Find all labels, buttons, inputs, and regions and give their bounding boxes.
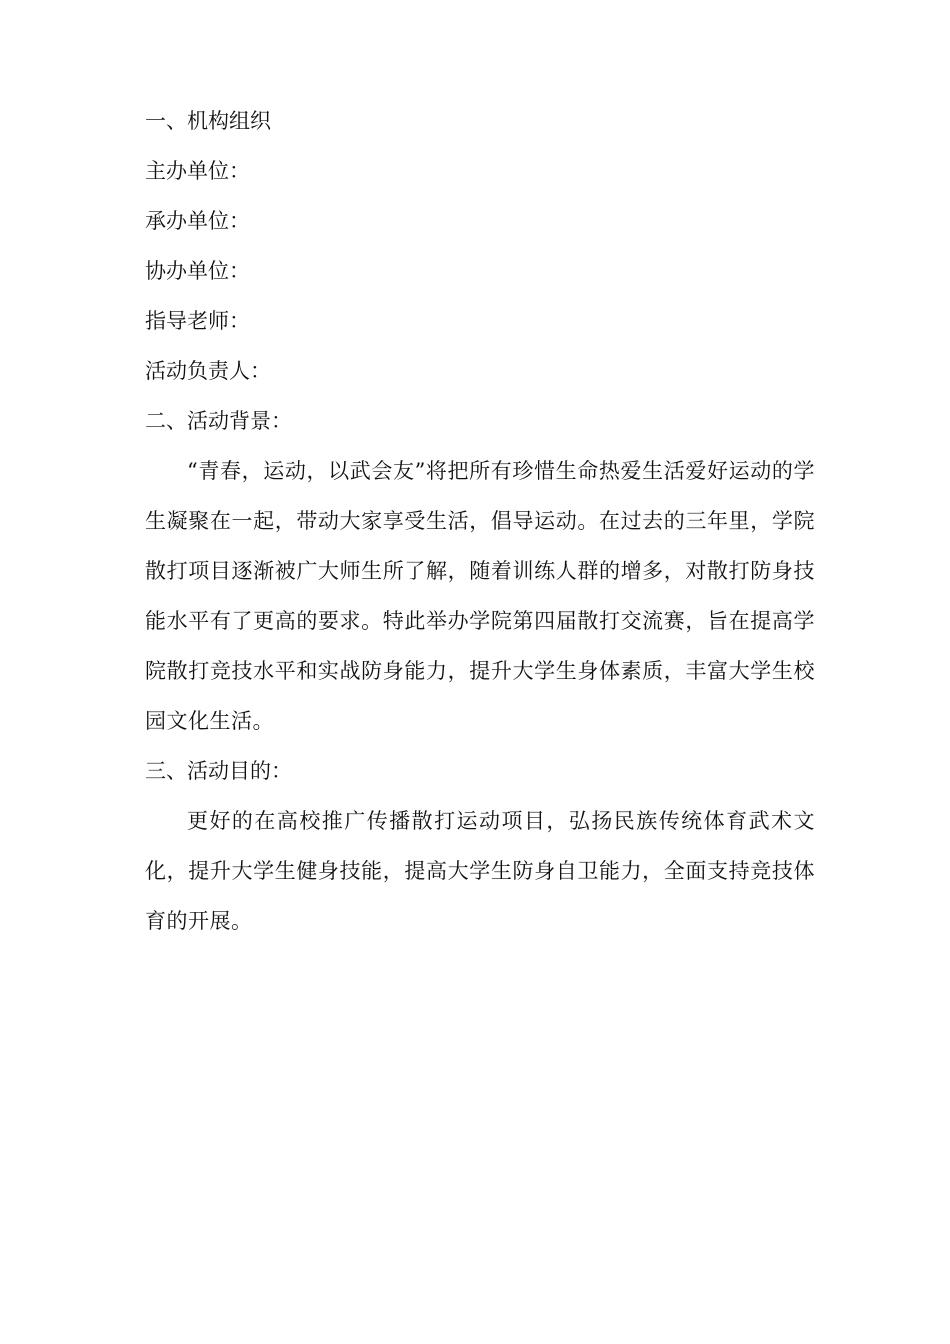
purpose-paragraph: 更好的在高校推广传播散打运动项目，弘扬民族传统体育武术文化，提升大学生健身技能，提高大学生防身自卫能力，全面支持竞技体育的开展。 bbox=[145, 809, 815, 933]
section-background-heading: 二、活动背景： bbox=[145, 409, 292, 433]
section-purpose-heading: 三、活动目的： bbox=[145, 759, 292, 783]
field-host-unit: 主办单位： bbox=[145, 159, 250, 183]
field-organizer-unit: 承办单位： bbox=[145, 209, 250, 233]
document-content bbox=[145, 96, 815, 946]
field-activity-lead: 活动负责人： bbox=[145, 359, 271, 383]
field-advisor: 指导老师： bbox=[145, 309, 250, 333]
field-co-organizer-unit: 协办单位： bbox=[145, 259, 250, 283]
section-organization-heading: 一、机构组织 bbox=[145, 109, 271, 133]
background-paragraph: “青春，运动，以武会友”将把所有珍惜生命热爱生活爱好运动的学生凝聚在一起，带动大家享受生活，倡导运动。在过去的三年里，学院散打项目逐渐被广大师生所了解，随着训练人群的增多，对散打防身技能水平有了更高的要求。特此举办学院第四届散打交流赛，旨在提高学院散打竞技水平和实战防身能力，提升大学生身体素质，丰富大学生校园文化生活。 bbox=[145, 459, 815, 733]
